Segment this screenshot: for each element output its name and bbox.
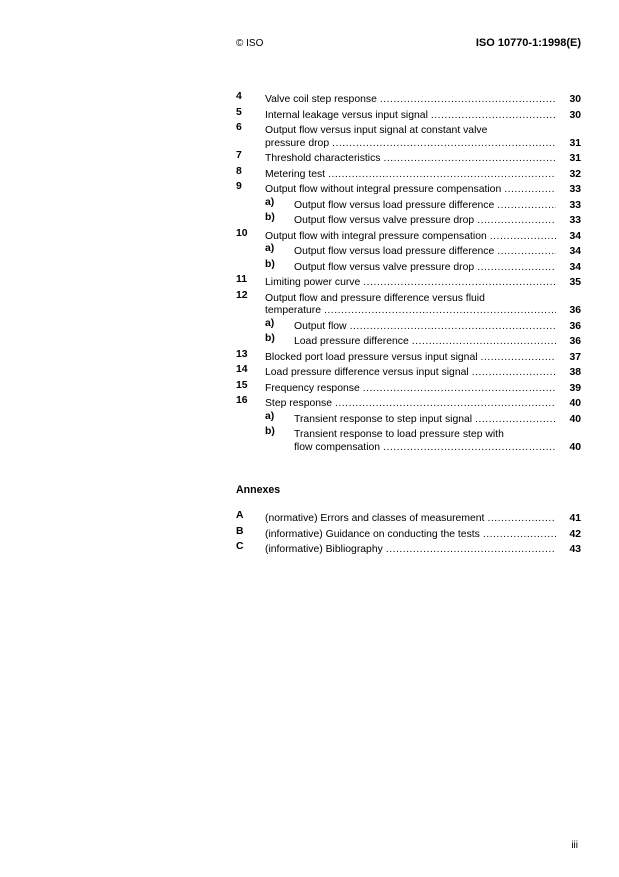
toc-entry[interactable]: [236, 274, 581, 290]
toc-entry-letter: a): [265, 410, 275, 422]
toc-entry-number: 7: [236, 150, 242, 161]
toc-entry-title: temperature: [265, 305, 322, 316]
toc-entry-number: 10: [236, 227, 248, 239]
toc-entry[interactable]: [236, 212, 581, 228]
toc-entry[interactable]: [236, 122, 581, 150]
toc-entry-title: Blocked port load pressure versus input signal: [265, 351, 478, 363]
toc-entry-title: Output flow without integral pressure compensation: [265, 184, 502, 195]
toc-entry-page: 35: [569, 277, 581, 288]
toc-entry-letter: b): [265, 333, 275, 344]
toc-entry-title: Load pressure difference: [294, 336, 409, 347]
toc-entry-title: Transient response to step input signal: [294, 413, 473, 425]
toc-entry-title: Output flow versus load pressure difference: [294, 199, 495, 211]
toc-entry[interactable]: [236, 333, 581, 349]
toc-entry-number: 15: [236, 379, 248, 391]
toc-entry-title-line1: Output flow and pressure difference versus fluid: [265, 292, 485, 304]
toc-entry-page: 30: [569, 94, 581, 105]
toc-entry[interactable]: [236, 526, 581, 542]
toc-entry-number: 16: [236, 395, 248, 406]
toc-entry-page: 31: [569, 153, 581, 164]
toc-entry-title: pressure drop: [265, 137, 330, 149]
toc-entry-page: 36: [569, 320, 581, 332]
toc-entry-number: 6: [236, 122, 242, 133]
dot-leader: [324, 305, 556, 318]
toc-entry-number: 8: [236, 165, 242, 177]
page-number: iii: [571, 840, 578, 851]
dot-leader: [497, 200, 556, 213]
toc-entry-page: 36: [569, 336, 581, 347]
toc-entry-title: (informative) Guidance on conducting the tests: [265, 528, 480, 540]
toc-entry-title: Metering test: [265, 168, 326, 180]
toc-entry-page: 31: [569, 137, 581, 149]
toc-entry-title-line1: Output flow versus input signal at constant valve: [265, 125, 488, 136]
table-of-contents: [236, 91, 581, 454]
toc-entry[interactable]: [236, 243, 581, 259]
dot-leader: [481, 352, 556, 365]
toc-entry-title: (normative) Errors and classes of measurement: [265, 513, 485, 524]
dot-leader: [504, 184, 556, 197]
toc-entry-number: A: [236, 510, 244, 521]
annexes-list: [236, 510, 581, 557]
dot-leader: [487, 513, 556, 526]
toc-entry-page: 40: [569, 398, 581, 409]
toc-entry[interactable]: [236, 541, 581, 557]
toc-entry[interactable]: [236, 318, 581, 334]
toc-entry[interactable]: [236, 364, 581, 380]
toc-entry-page: 34: [569, 230, 581, 242]
toc-entry[interactable]: [236, 349, 581, 365]
toc-entry-page: 40: [569, 413, 581, 425]
toc-entry-number: 4: [236, 91, 242, 102]
toc-entry-number: 14: [236, 364, 248, 375]
toc-entry-page: 33: [569, 215, 581, 226]
dot-leader: [475, 414, 556, 427]
header-standard-id: ISO 10770-1:1998(E): [475, 37, 581, 49]
dot-leader: [412, 336, 556, 349]
toc-entry-page: 43: [569, 544, 581, 555]
toc-entry[interactable]: [236, 181, 581, 197]
toc-entry-number: 12: [236, 289, 248, 301]
toc-entry-title: Step response: [265, 398, 333, 409]
dot-leader: [477, 262, 556, 275]
annexes-heading: Annexes: [236, 484, 281, 496]
toc-entry-letter: a): [265, 196, 275, 208]
dot-leader: [363, 277, 556, 290]
toc-entry-title: flow compensation: [294, 441, 381, 453]
toc-entry-number: 13: [236, 348, 248, 360]
toc-entry-letter: a): [265, 243, 275, 254]
toc-entry-title: Output flow versus load pressure difference: [294, 246, 495, 257]
toc-entry-letter: b): [265, 258, 275, 270]
toc-entry-number: 5: [236, 106, 242, 118]
dot-leader: [332, 138, 556, 151]
toc-entry-page: 33: [569, 199, 581, 211]
toc-entry[interactable]: [236, 197, 581, 213]
toc-entry-page: 42: [569, 528, 581, 540]
toc-entry-page: 30: [569, 109, 581, 121]
toc-entry-letter: b): [265, 212, 275, 223]
toc-entry[interactable]: [236, 395, 581, 411]
dot-leader: [490, 231, 556, 244]
toc-entry-title: Output flow versus valve pressure drop: [294, 261, 475, 273]
dot-leader: [335, 398, 556, 411]
toc-entry-title: Valve coil step response: [265, 94, 377, 105]
toc-entry[interactable]: [236, 150, 581, 166]
toc-entry[interactable]: [236, 228, 581, 244]
toc-entry-page: 38: [569, 367, 581, 378]
toc-entry-page: 32: [569, 168, 581, 180]
toc-entry-page: 34: [569, 261, 581, 273]
toc-entry-title: Threshold characteristics: [265, 153, 381, 164]
toc-entry-number: 11: [236, 274, 247, 285]
toc-entry[interactable]: [236, 510, 581, 526]
toc-entry-page: 41: [569, 513, 581, 524]
toc-entry-letter: a): [265, 317, 275, 329]
toc-entry-number: C: [236, 541, 244, 552]
toc-entry-page: 39: [569, 382, 581, 394]
dot-leader: [363, 383, 556, 396]
dot-leader: [431, 110, 556, 123]
toc-entry[interactable]: [236, 380, 581, 396]
dot-leader: [380, 94, 556, 107]
toc-entry-letter: b): [265, 426, 275, 437]
toc-entry-title: Load pressure difference versus input signal: [265, 367, 469, 378]
toc-entry[interactable]: [236, 411, 581, 427]
toc-entry-title: Output flow versus valve pressure drop: [294, 215, 475, 226]
dot-leader: [350, 321, 556, 334]
dot-leader: [386, 544, 556, 557]
dot-leader: [477, 215, 556, 228]
toc-entry-title: Output flow: [294, 320, 347, 332]
toc-entry-title: (informative) Bibliography: [265, 544, 383, 555]
toc-entry[interactable]: [236, 259, 581, 275]
toc-entry[interactable]: [236, 290, 581, 318]
toc-entry[interactable]: [236, 166, 581, 182]
dot-leader: [384, 153, 557, 166]
toc-entry-title-line1: Transient response to load pressure step with: [294, 429, 504, 440]
header-copyright: © ISO: [236, 38, 264, 49]
toc-entry-page: 34: [569, 246, 581, 257]
toc-entry[interactable]: [236, 91, 581, 107]
toc-entry-page: 37: [569, 351, 581, 363]
toc-entry-number: B: [236, 525, 244, 537]
toc-entry-title: Limiting power curve: [265, 277, 361, 288]
toc-entry-page: 33: [569, 184, 581, 195]
dot-leader: [472, 367, 556, 380]
toc-entry-title: Output flow with integral pressure compensation: [265, 230, 487, 242]
toc-entry[interactable]: [236, 107, 581, 123]
toc-entry-number: 9: [236, 181, 242, 192]
toc-entry-page: 40: [569, 441, 581, 453]
toc-entry-title: Frequency response: [265, 382, 360, 394]
toc-entry[interactable]: [236, 426, 581, 454]
dot-leader: [497, 246, 556, 259]
dot-leader: [483, 529, 556, 542]
dot-leader: [328, 169, 556, 182]
dot-leader: [383, 442, 556, 455]
toc-entry-title: Internal leakage versus input signal: [265, 109, 428, 121]
toc-entry-page: 36: [569, 305, 581, 316]
